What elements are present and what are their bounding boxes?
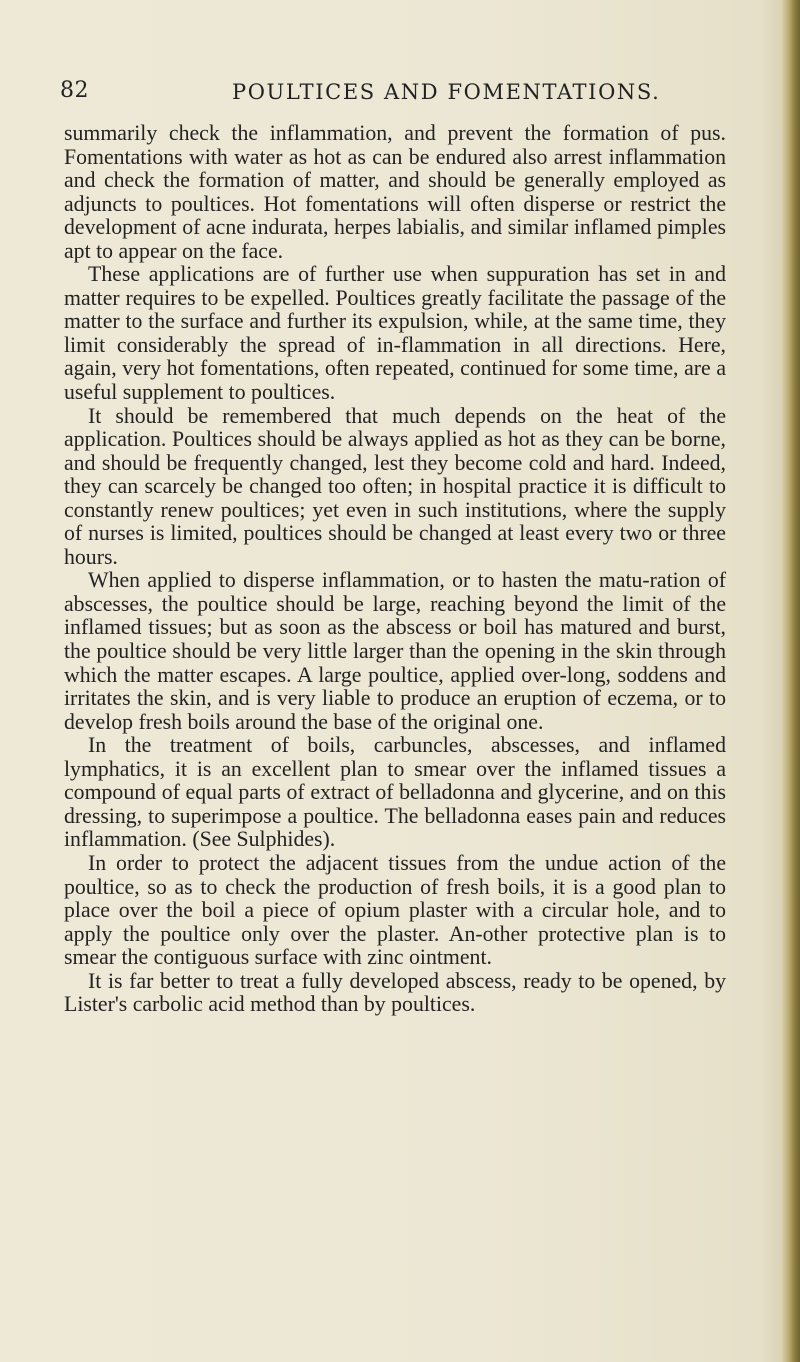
page-number: 82 [60,78,89,103]
paragraph: summarily check the inflammation, and prevent the formation of pus. Fomentations with water as hot as can be endured also arrest inflammation and check the formation of matter, and should be generally employed as adjuncts to poultices. Hot fomentations will often disperse or restrict the development of acne indurata, herpes labialis, and similar inflamed pimples apt to appear on the face. [64,121,726,263]
body-text [64,122,726,1017]
paragraph: It should be remembered that much depends on the heat of the application. Poultices should be always applied as hot as they can be borne, and should be frequently changed, lest they become cold and hard. Indeed, they can scarcely be changed too often; in hospital practice it is difficult to constantly renew poultices; yet even in such institutions, where the supply of nurses is limited, poultices should be changed at least every two or three hours. [64,403,726,569]
running-title: POULTICES AND FOMENTATIONS. [232,80,661,104]
page-header [60,78,720,112]
paragraph: In order to protect the adjacent tissues from the undue action of the poultice, so as to check the production of fresh boils, it is a good plan to place over the boil a piece of opium plaster with a circular hole, and to apply the poultice only over the plaster. An-other protective plan is to smear the contiguous surface with zinc ointment. [64,850,726,970]
paragraph: In the treatment of boils, carbuncles, abscesses, and inflamed lymphatics, it is an excellent plan to smear over the inflamed tissues a compound of equal parts of extract of belladonna and glycerine, and on this dressing, to superimpose a poultice. The belladonna eases pain and reduces inflammation. (See Sulphides). [64,733,726,852]
paragraph: These applications are of further use when suppuration has set in and matter requires to be expelled. Poultices greatly facilitate the passage of the matter to the surface and further its expulsion, while, at the same time, they limit considerably the spread of in-flammation in all directions. Here, again, very hot fomentations, often repeated, continued for some time, are a useful supplement to poultices. [64,262,726,405]
page-edge-shadow [782,0,800,1362]
paragraph: It is far better to treat a fully developed abscess, ready to be opened, by Lister's carbolic acid method than by poultices. [64,968,726,1017]
paragraph: When applied to disperse inflammation, or to hasten the matu-ration of abscesses, the poultice should be large, reaching beyond the limit of the inflamed tissues; but as soon as the abscess or boil has matured and burst, the poultice should be very little larger than the opening in the skin through which the matter escapes. A large poultice, applied over-long, soddens and irritates the skin, and is very liable to produce an eruption of eczema, or to develop fresh boils around the base of the original one. [64,568,726,734]
